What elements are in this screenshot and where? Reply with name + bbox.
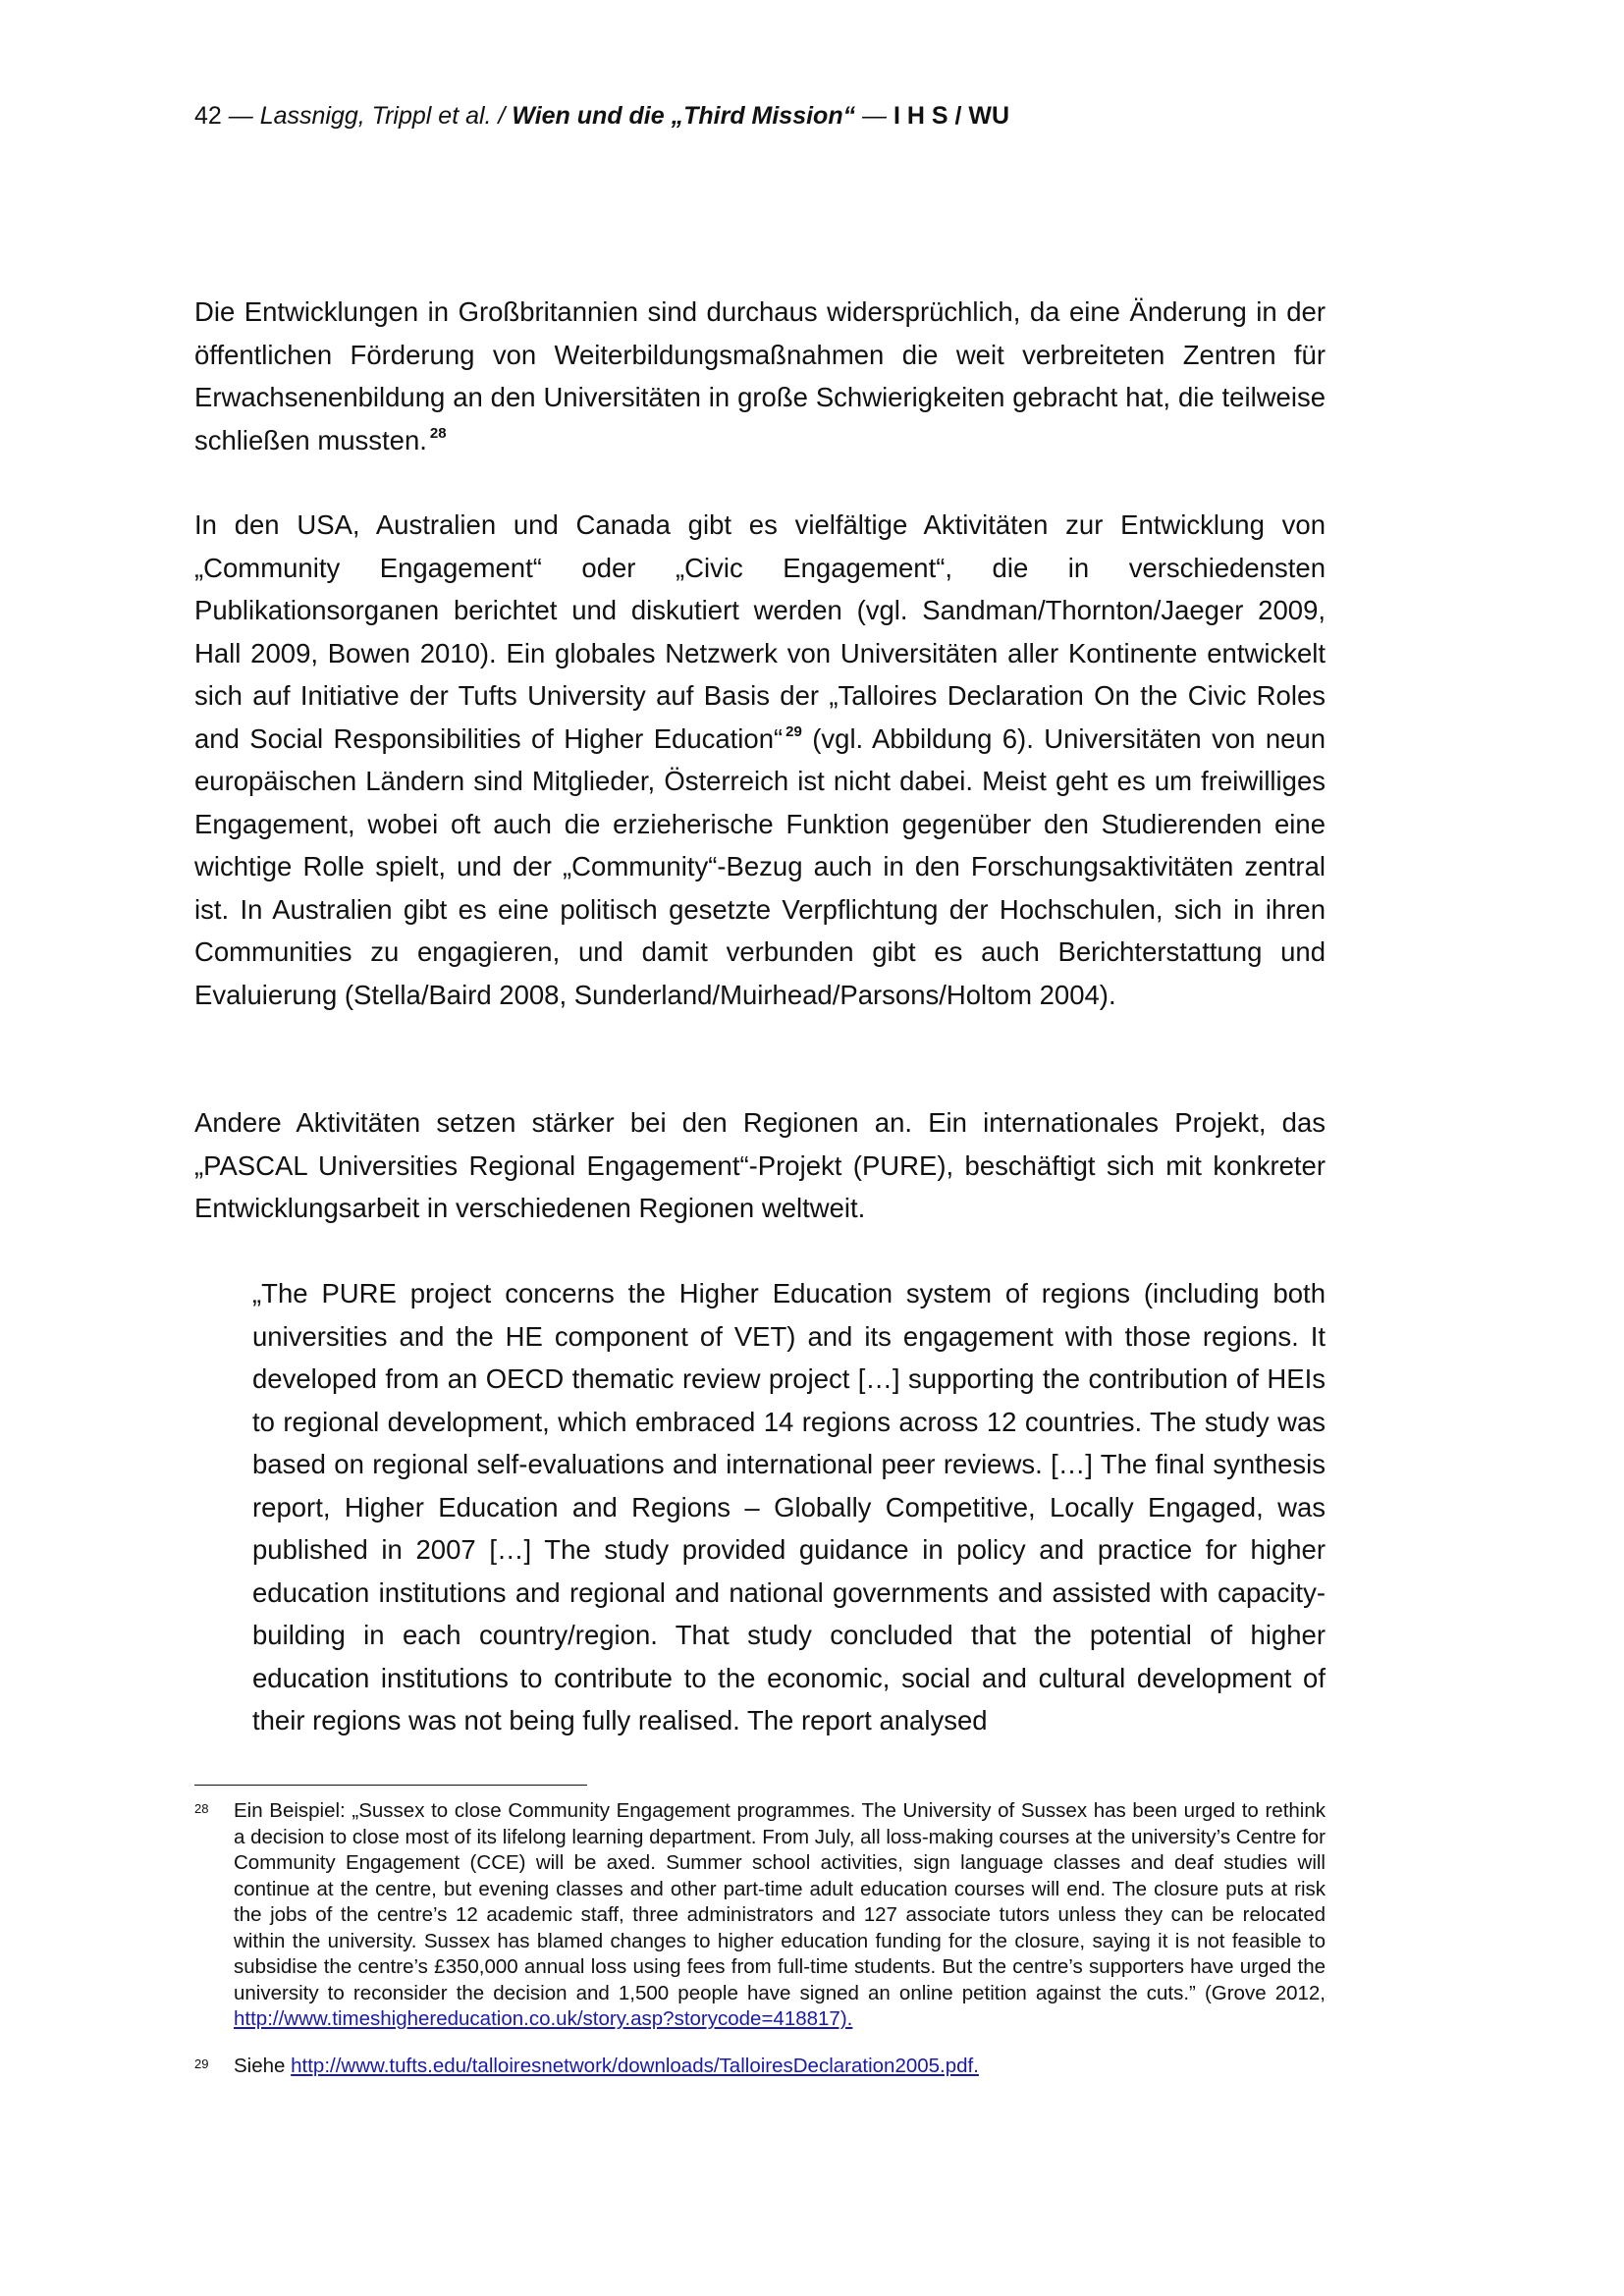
quote-text: „The PURE project concerns the Higher Education system of regions (including both universities and the HE component of VET) and its engagement with those regions. It developed from an OECD thematic review project […] supporting the contribution of HEIs to regional development, which embraced 14 regions across 12 countries. The study was based on regional self-evaluations and international peer reviews. […] The final synthesis report, Higher Education and Regions – Globally Competitive, Locally Engaged, was published in 2007 […] The study provided guidance in policy and practice for higher education institutions and regional and national governments and assisted with capacity-building in each country/region. That study concluded that the potential of higher education institutions to contribute to the economic, social and cultural development of their regions was not being fully realised. The report analysed — [252, 1278, 1326, 1735]
footnote-number: 28 — [194, 1801, 209, 1816]
paragraph-uk — [194, 291, 1326, 461]
paragraph-regions — [194, 1101, 1326, 1230]
footnote-ref-28[interactable]: 28 — [429, 424, 447, 442]
header-institutions: I H S / WU — [893, 102, 1010, 130]
header-dash: — — [221, 102, 260, 130]
header-title: Wien und die „Third Mission“ — [512, 102, 856, 130]
footnote-body — [234, 1798, 1326, 2033]
footnote-link[interactable]: http://www.timeshighereducation.co.uk/story.asp?storycode=418817). — [234, 2007, 853, 2030]
running-header — [194, 102, 1009, 131]
paragraph-text: In den USA, Australien und Canada gibt es vielfältige Aktivitäten zur Entwicklung von „Community Engagement“ oder „Civic Engagement“, die in verschiedensten Publikationsorganen berichtet und diskutiert werden (vgl. Sandman/Thornton/Jaeger 2009, Hall 2009, Bowen 2010). Ein globales Netzwerk von Universitäten aller Kontinente entwickelt sich auf Initiative der Tufts University auf Basis der „Talloires Declaration On the Civic Roles and Social Responsibilities of Higher Education“ — [194, 509, 1326, 754]
paragraph-text: (vgl. Abbildung 6). Universitäten von neun europäischen Ländern sind Mitglieder, Österreich ist nicht dabei. Meist geht es um freiwilliges Engagement, wobei oft auch die erzieherische Funktion gegenüber den Studierenden eine wichtige Rolle spielt, und der „Community“-Bezug auch in den Forschungsaktivitäten zentral ist. In Australien gibt es eine politisch gesetzte Verpflichtung der Hochschulen, sich in ihren Communities zu engagieren, und damit verbunden gibt es auch Berichterstattung und Evaluierung (Stella/Baird 2008, Sunderland/Muirhead/Parsons/Holtom 2004). — [194, 722, 1326, 1010]
footnote-body — [234, 2054, 1326, 2080]
footnote-28 — [194, 1798, 1326, 2033]
footnote-link[interactable]: http://www.tufts.edu/talloiresnetwork/downloads/TalloiresDeclaration2005.pdf. — [291, 2055, 979, 2077]
paragraph-text: Die Entwicklungen in Großbritannien sind durchaus widersprüchlich, da eine Änderung in der öffentlichen Förderung von Weiterbildungsmaßnahmen die weit verbreiteten Zentren für Erwachsenenbildung an den Universitäten in große Schwierigkeiten gebracht hat, die teilweise schließen mussten. — [194, 296, 1326, 455]
paragraph-usa — [194, 504, 1326, 1016]
footnote-text: Siehe — [234, 2055, 292, 2077]
footnote-number: 29 — [194, 2056, 209, 2071]
header-dash: — — [855, 102, 894, 130]
footnote-ref-29[interactable]: 29 — [785, 722, 802, 740]
block-quote — [252, 1272, 1326, 1742]
page-number: 42 — [194, 102, 222, 130]
footnote-29 — [194, 2054, 1326, 2080]
paragraph-text: Andere Aktivitäten setzen stärker bei den Regionen an. Ein internationales Projekt, das „PASCAL Universities Regional Engagement“-Projekt (PURE), beschäftigt sich mit konkreter Entwicklungsarbeit in verschiedenen Regionen weltweit. — [194, 1107, 1326, 1223]
header-authors: Lassnigg, Trippl et al. / — [259, 102, 513, 130]
footnote-text: Ein Beispiel: „Sussex to close Community Engagement programmes. The University of Sussex has been urged to rethink a decision to close most of its lifelong learning department. From July, all loss-making courses at the university’s Centre for Community Engagement (CCE) will be axed. Summer school activities, sign language classes and deaf studies will continue at the centre, but evening classes and other part-time adult education courses will end. The closure puts at risk the jobs of the centre’s 12 academic staff, three administrators and 127 associate tutors unless they can be relocated within the university. Sussex has blamed changes to higher education funding for the closure, saying it is not feasible to subsidise the centre’s £350,000 annual loss using fees from full-time students. But the centre’s supporters have urged the university to reconsider the decision and 1,500 people have signed an online petition against the cuts.” (Grove 2012, — [234, 1799, 1326, 2004]
footnote-separator — [194, 1785, 587, 1786]
